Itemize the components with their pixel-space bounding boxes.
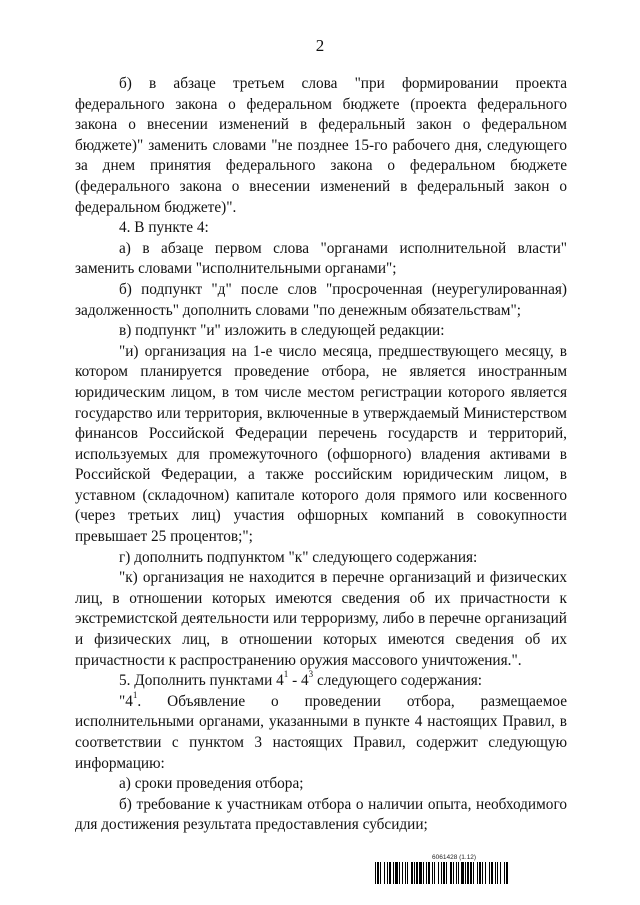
paragraph-item-4: 4. В пункте 4: (119, 219, 209, 237)
paragraph-4g: г) дополнить подпунктом "к" следующего содержания: (119, 548, 478, 566)
paragraph-4b: б) подпункт "д" после слов "просроченная (неурегулированная) задолженность" дополнить словами "по денежным обязательствам"; (75, 280, 567, 319)
p41-after: . Объявление о проведении отбора, размещаемое исполнительными органами, указанными в пункте 4 настоящих Правил, в соответствии с пунктом 3 настоящих Правил, содержит следующую информацию: (75, 692, 567, 772)
p41-before: "4 (119, 692, 133, 710)
paragraph-4v: в) подпункт "и" изложить в следующей редакции: (119, 322, 445, 340)
p5-sup1: 1 (283, 669, 289, 680)
p5-middle: - 4 (288, 672, 309, 690)
paragraph-4a: а) в абзаце первом слова "органами исполнительной власти" заменить словами "исполнительными органами"; (75, 239, 567, 278)
p5-after: следующего содержания: (313, 672, 483, 690)
paragraph-subitem-k: "к) организация не находится в перечне организаций и физических лиц, в отношении которых имеются сведения об их причастности к экстремистской деятельности или терроризму, либо в перечне организаций и физических лиц, в отношении которых имеются сведения об их причастности к распространению оружия массового уничтожения.". (75, 569, 567, 669)
paragraph-b-abzac-3: б) в абзаце третьем слова "при формировании проекта федерального закона о федеральном бюджете (проекта федерального закона о внесении изменений в федеральный закон о федеральном бюджете)" заменить словами "не позднее 15-го рабочего дня, следующего за днем принятия федерального закона о федеральном бюджете (федерального закона о внесении изменений в федеральный закон о федеральном бюджете)". (75, 75, 567, 216)
paragraph-subitem-i: "и) организация на 1-е число месяца, предшествующего месяцу, в котором планируется проведение отбора, не является иностранным юридическим лицом, в том числе местом регистрации которого является государство или территория, включенные в утверждаемый Министерством финансов Российской Федерации перечень государств и территорий, используемых для промежуточного (офшорного) владения активами в Российской Федерации, а также российским юридическим лицом, в уставном (складочном) капитале которого доля прямого или косвенного (через третьих лиц) участия офшорных компаний в совокупности превышает 25 процентов;"; (75, 342, 567, 546)
paragraph-a-sroki: а) сроки проведения отбора; (119, 775, 304, 793)
p5-sup2: 3 (308, 669, 314, 680)
document-body (75, 74, 567, 836)
p41-sup: 1 (132, 689, 138, 700)
document-code: 6061428 (1.12) (432, 854, 477, 861)
barcode-gap (508, 862, 509, 884)
p5-before: 5. Дополнить пунктами 4 (119, 672, 284, 690)
paragraph-item-5 (75, 671, 567, 692)
barcode-image (375, 862, 566, 884)
paragraph-4-1 (75, 689, 567, 774)
paragraph-b-trebovanie: б) требование к участникам отбора о наличии опыта, необходимого для достижения результата предоставления субсидии; (75, 795, 567, 834)
page-number: 2 (315, 36, 325, 55)
